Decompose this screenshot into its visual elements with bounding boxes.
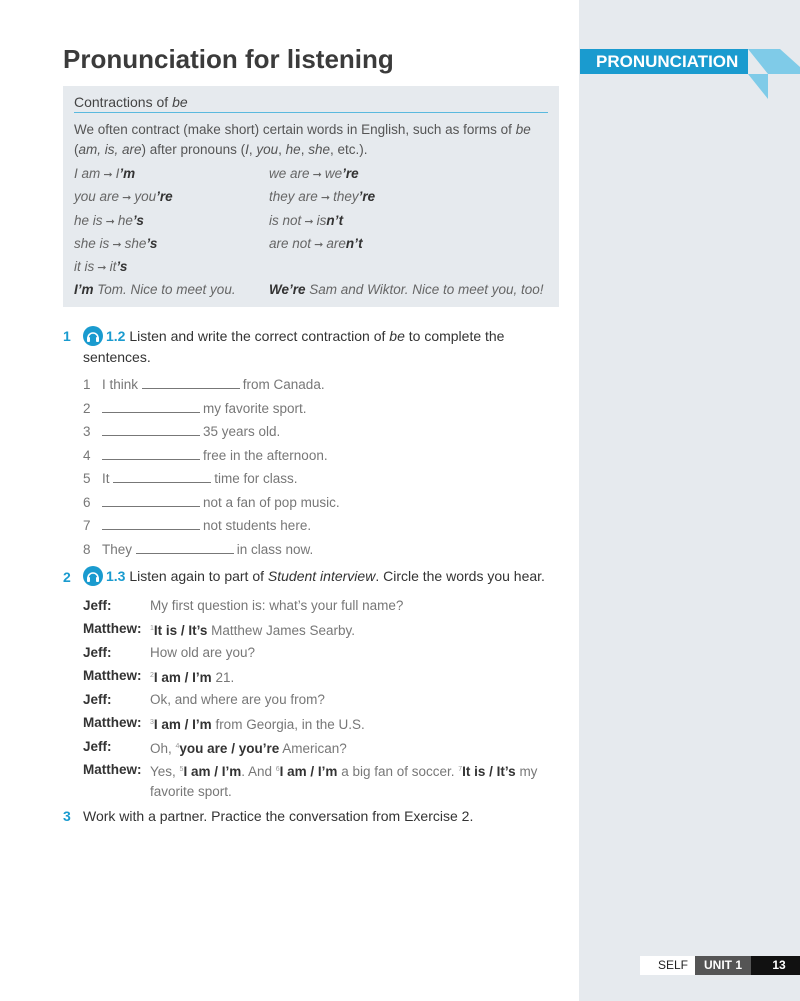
contraction-item	[74, 209, 144, 234]
choice-number: 1	[150, 625, 154, 632]
sentence-number: 4	[83, 447, 91, 463]
dialogue-segment: Matthew James Searby.	[207, 623, 355, 638]
arrow-icon: ➞	[119, 192, 135, 205]
choice-number: 5	[179, 766, 184, 773]
contraction-item	[74, 255, 127, 280]
footer-label: SELF	[640, 956, 695, 975]
contraction-item	[269, 232, 363, 257]
example-left	[74, 278, 236, 301]
short-form-ending: ’re	[358, 189, 376, 205]
intro-segment: am, is, are	[78, 142, 142, 157]
arrow-icon: ➞	[109, 238, 125, 251]
answer-blank[interactable]	[113, 470, 211, 483]
dialogue-text	[150, 690, 550, 710]
short-form-ending: ’s	[146, 235, 158, 251]
intro-segment: , etc.).	[330, 142, 368, 157]
intro-segment: he	[285, 142, 301, 157]
section-tag: PRONUNCIATION	[580, 49, 748, 74]
sentence-prefix: It	[102, 471, 114, 486]
grammar-box	[63, 86, 559, 307]
right-sidebar	[579, 0, 800, 1001]
speaker-name: Jeff:	[83, 692, 112, 707]
short-form-base: he	[117, 212, 133, 228]
sentence-row	[83, 375, 325, 395]
intro-segment: ) after pronouns (	[141, 142, 246, 157]
speaker-name: Jeff:	[83, 598, 112, 613]
arrow-icon: ➞	[311, 238, 327, 251]
sentence-row	[83, 516, 311, 536]
full-form: is not	[269, 212, 302, 228]
answer-choice[interactable]: It is / It’s	[153, 623, 208, 638]
contraction-row	[74, 255, 554, 278]
page-footer	[640, 956, 800, 975]
exercise-1-instructions: 1.2 Listen and write the correct contraction of be to complete the sentences.	[83, 328, 505, 365]
choice-number: 7	[458, 766, 463, 773]
short-form-ending: n’t	[345, 235, 363, 251]
arrow-icon: ➞	[100, 169, 116, 181]
exercise-3-number: 3	[63, 808, 71, 824]
page-title: Pronunciation for listening	[63, 44, 394, 74]
sentence-number: 2	[83, 400, 91, 416]
sentence-number: 1	[83, 377, 91, 392]
sentence-number: 5	[83, 471, 91, 486]
answer-blank[interactable]	[102, 400, 200, 413]
sentence-suffix: free in the afternoon.	[203, 447, 328, 463]
sentence-number: 3	[83, 424, 91, 439]
contraction-item	[74, 162, 135, 187]
intro-segment: she	[308, 142, 330, 157]
dialogue-segment: from Georgia, in the U.S.	[211, 717, 365, 732]
sentence-suffix: in class now.	[236, 541, 314, 557]
contraction-row	[74, 162, 554, 185]
short-form-base: it	[109, 259, 117, 275]
intro-segment: (	[74, 142, 79, 157]
dialogue-segment: . And	[241, 764, 276, 779]
sentence-row	[83, 493, 340, 513]
dialogue-segment: American?	[279, 741, 347, 756]
answer-blank[interactable]	[102, 447, 200, 460]
short-form-ending: ’s	[132, 212, 144, 228]
intro-segment: ,	[248, 142, 257, 157]
short-form-base: we	[324, 166, 343, 181]
dialogue-text	[150, 643, 550, 663]
dialogue-segment: Oh,	[150, 741, 176, 756]
answer-choice[interactable]: I am / I’m	[153, 717, 212, 732]
short-form-ending: ’re	[342, 166, 359, 181]
tag-fold-icon	[748, 49, 800, 99]
dialogue-segment: a big fan of soccer.	[337, 764, 459, 779]
speaker-name: Jeff:	[83, 645, 112, 660]
speaker-name: Matthew:	[83, 715, 142, 730]
full-form: are not	[269, 235, 312, 251]
full-form: you are	[74, 189, 120, 205]
contraction-row	[74, 232, 554, 255]
sentence-row	[83, 399, 307, 419]
answer-blank[interactable]	[136, 541, 234, 554]
full-form: they are	[269, 189, 318, 205]
sentence-suffix: my favorite sport.	[203, 400, 307, 416]
arrow-icon: ➞	[94, 262, 110, 275]
sentence-suffix: not a fan of pop music.	[203, 494, 340, 510]
speaker-name: Matthew:	[83, 762, 142, 777]
example-bold: I’m	[74, 282, 94, 298]
speaker-name: Jeff:	[83, 739, 112, 754]
exercise-2-instructions: 1.3 Listen again to part of Student interview. Circle the words you hear.	[83, 566, 553, 587]
short-form-base: you	[134, 189, 157, 205]
contraction-item	[74, 232, 157, 257]
answer-choice[interactable]: I am / I’m	[183, 764, 242, 779]
dialogue-segment: 21.	[211, 670, 235, 685]
example-text: Tom. Nice to meet you.	[93, 282, 236, 298]
intro-segment: We often contract (make short) certain words in English, such as forms of	[74, 122, 516, 137]
exercise-2-number: 2	[63, 569, 71, 585]
intro-segment: ,	[278, 142, 286, 157]
example-text: Sam and Wiktor. Nice to meet you, too!	[305, 282, 544, 298]
full-form: she is	[74, 235, 110, 251]
dialogue-text	[150, 737, 550, 759]
short-form-base: are	[326, 235, 346, 251]
speaker-name: Matthew:	[83, 668, 142, 683]
arrow-icon: ➞	[309, 169, 325, 181]
answer-blank[interactable]	[102, 517, 200, 530]
contractions-table	[74, 162, 554, 302]
short-form-base: I	[115, 166, 120, 181]
sentence-row	[83, 540, 313, 560]
full-form: we are	[269, 166, 310, 181]
example-bold: We’re	[269, 282, 306, 298]
short-form-ending: ’re	[156, 189, 173, 205]
footer-unit: UNIT 1	[695, 956, 751, 975]
speaker-name: Matthew:	[83, 621, 142, 636]
full-form: I am	[74, 166, 101, 181]
answer-choice[interactable]: I am / I’m	[279, 764, 338, 779]
sentence-suffix: 35 years old.	[203, 424, 281, 439]
intro-segment: be	[515, 122, 531, 137]
arrow-icon: ➞	[102, 215, 118, 228]
answer-choice[interactable]: It is / It’s	[462, 764, 516, 779]
exercise-1-number: 1	[63, 328, 71, 344]
dialogue-segment: Yes,	[150, 764, 180, 779]
short-form-base: she	[124, 235, 147, 251]
short-form-base: is	[316, 212, 327, 228]
short-form-ending: ’s	[116, 259, 128, 275]
choice-number: 2	[150, 672, 154, 679]
dialogue-text	[150, 666, 550, 688]
audio-icon[interactable]	[83, 566, 103, 586]
choice-number: 3	[150, 719, 154, 726]
dialogue-segment: Ok, and where are you from?	[150, 692, 325, 707]
sentence-suffix: not students here.	[203, 518, 312, 533]
box-heading: Contractions of be	[74, 94, 548, 113]
audio-icon[interactable]	[83, 326, 103, 346]
dialogue-text	[150, 713, 550, 735]
example-row	[74, 278, 554, 301]
short-form-ending: ’m	[119, 166, 136, 181]
contraction-item	[269, 209, 343, 234]
answer-choice[interactable]: I am / I’m	[153, 670, 212, 685]
choice-number: 6	[275, 766, 280, 773]
sentence-prefix: They	[102, 541, 136, 557]
sentence-number: 8	[83, 541, 91, 557]
sentence-row	[83, 446, 328, 466]
sentence-prefix: I think	[102, 377, 142, 392]
intro-segment: I	[245, 142, 249, 157]
full-form: it is	[74, 259, 95, 275]
answer-blank[interactable]	[102, 423, 200, 436]
answer-blank[interactable]	[102, 494, 200, 507]
dialogue-segment: My first question is: what’s your full name?	[150, 598, 404, 613]
answer-choice[interactable]: you are / you’re	[179, 741, 280, 756]
full-form: he is	[74, 212, 103, 228]
sentence-suffix: time for class.	[214, 471, 298, 486]
intro-segment: ,	[300, 142, 309, 157]
choice-number: 4	[175, 743, 180, 750]
sentence-number: 6	[83, 494, 91, 510]
box-intro	[74, 120, 552, 160]
dialogue-text	[150, 760, 550, 801]
dialogue-text	[150, 596, 550, 616]
sentence-row	[83, 422, 280, 442]
dialogue-segment: my favorite sport.	[150, 764, 538, 799]
intro-segment: you	[256, 142, 279, 157]
contraction-row	[74, 185, 554, 208]
sentence-number: 7	[83, 518, 91, 533]
answer-blank[interactable]	[142, 376, 240, 389]
exercise-3-instructions: Work with a partner. Practice the conversation from Exercise 2.	[83, 808, 474, 824]
example-right	[269, 278, 544, 301]
contraction-item	[269, 162, 359, 187]
sentence-row	[83, 469, 298, 489]
contraction-item	[269, 185, 375, 210]
dialogue-segment: How old are you?	[150, 645, 256, 660]
short-form-base: they	[333, 189, 359, 205]
arrow-icon: ➞	[301, 215, 317, 228]
sentence-suffix: from Canada.	[242, 377, 325, 392]
dialogue-text	[150, 619, 550, 641]
contraction-item	[74, 185, 173, 210]
contraction-row	[74, 209, 554, 232]
short-form-ending: n’t	[326, 212, 344, 228]
page-number: 13	[751, 956, 800, 975]
arrow-icon: ➞	[317, 192, 334, 205]
